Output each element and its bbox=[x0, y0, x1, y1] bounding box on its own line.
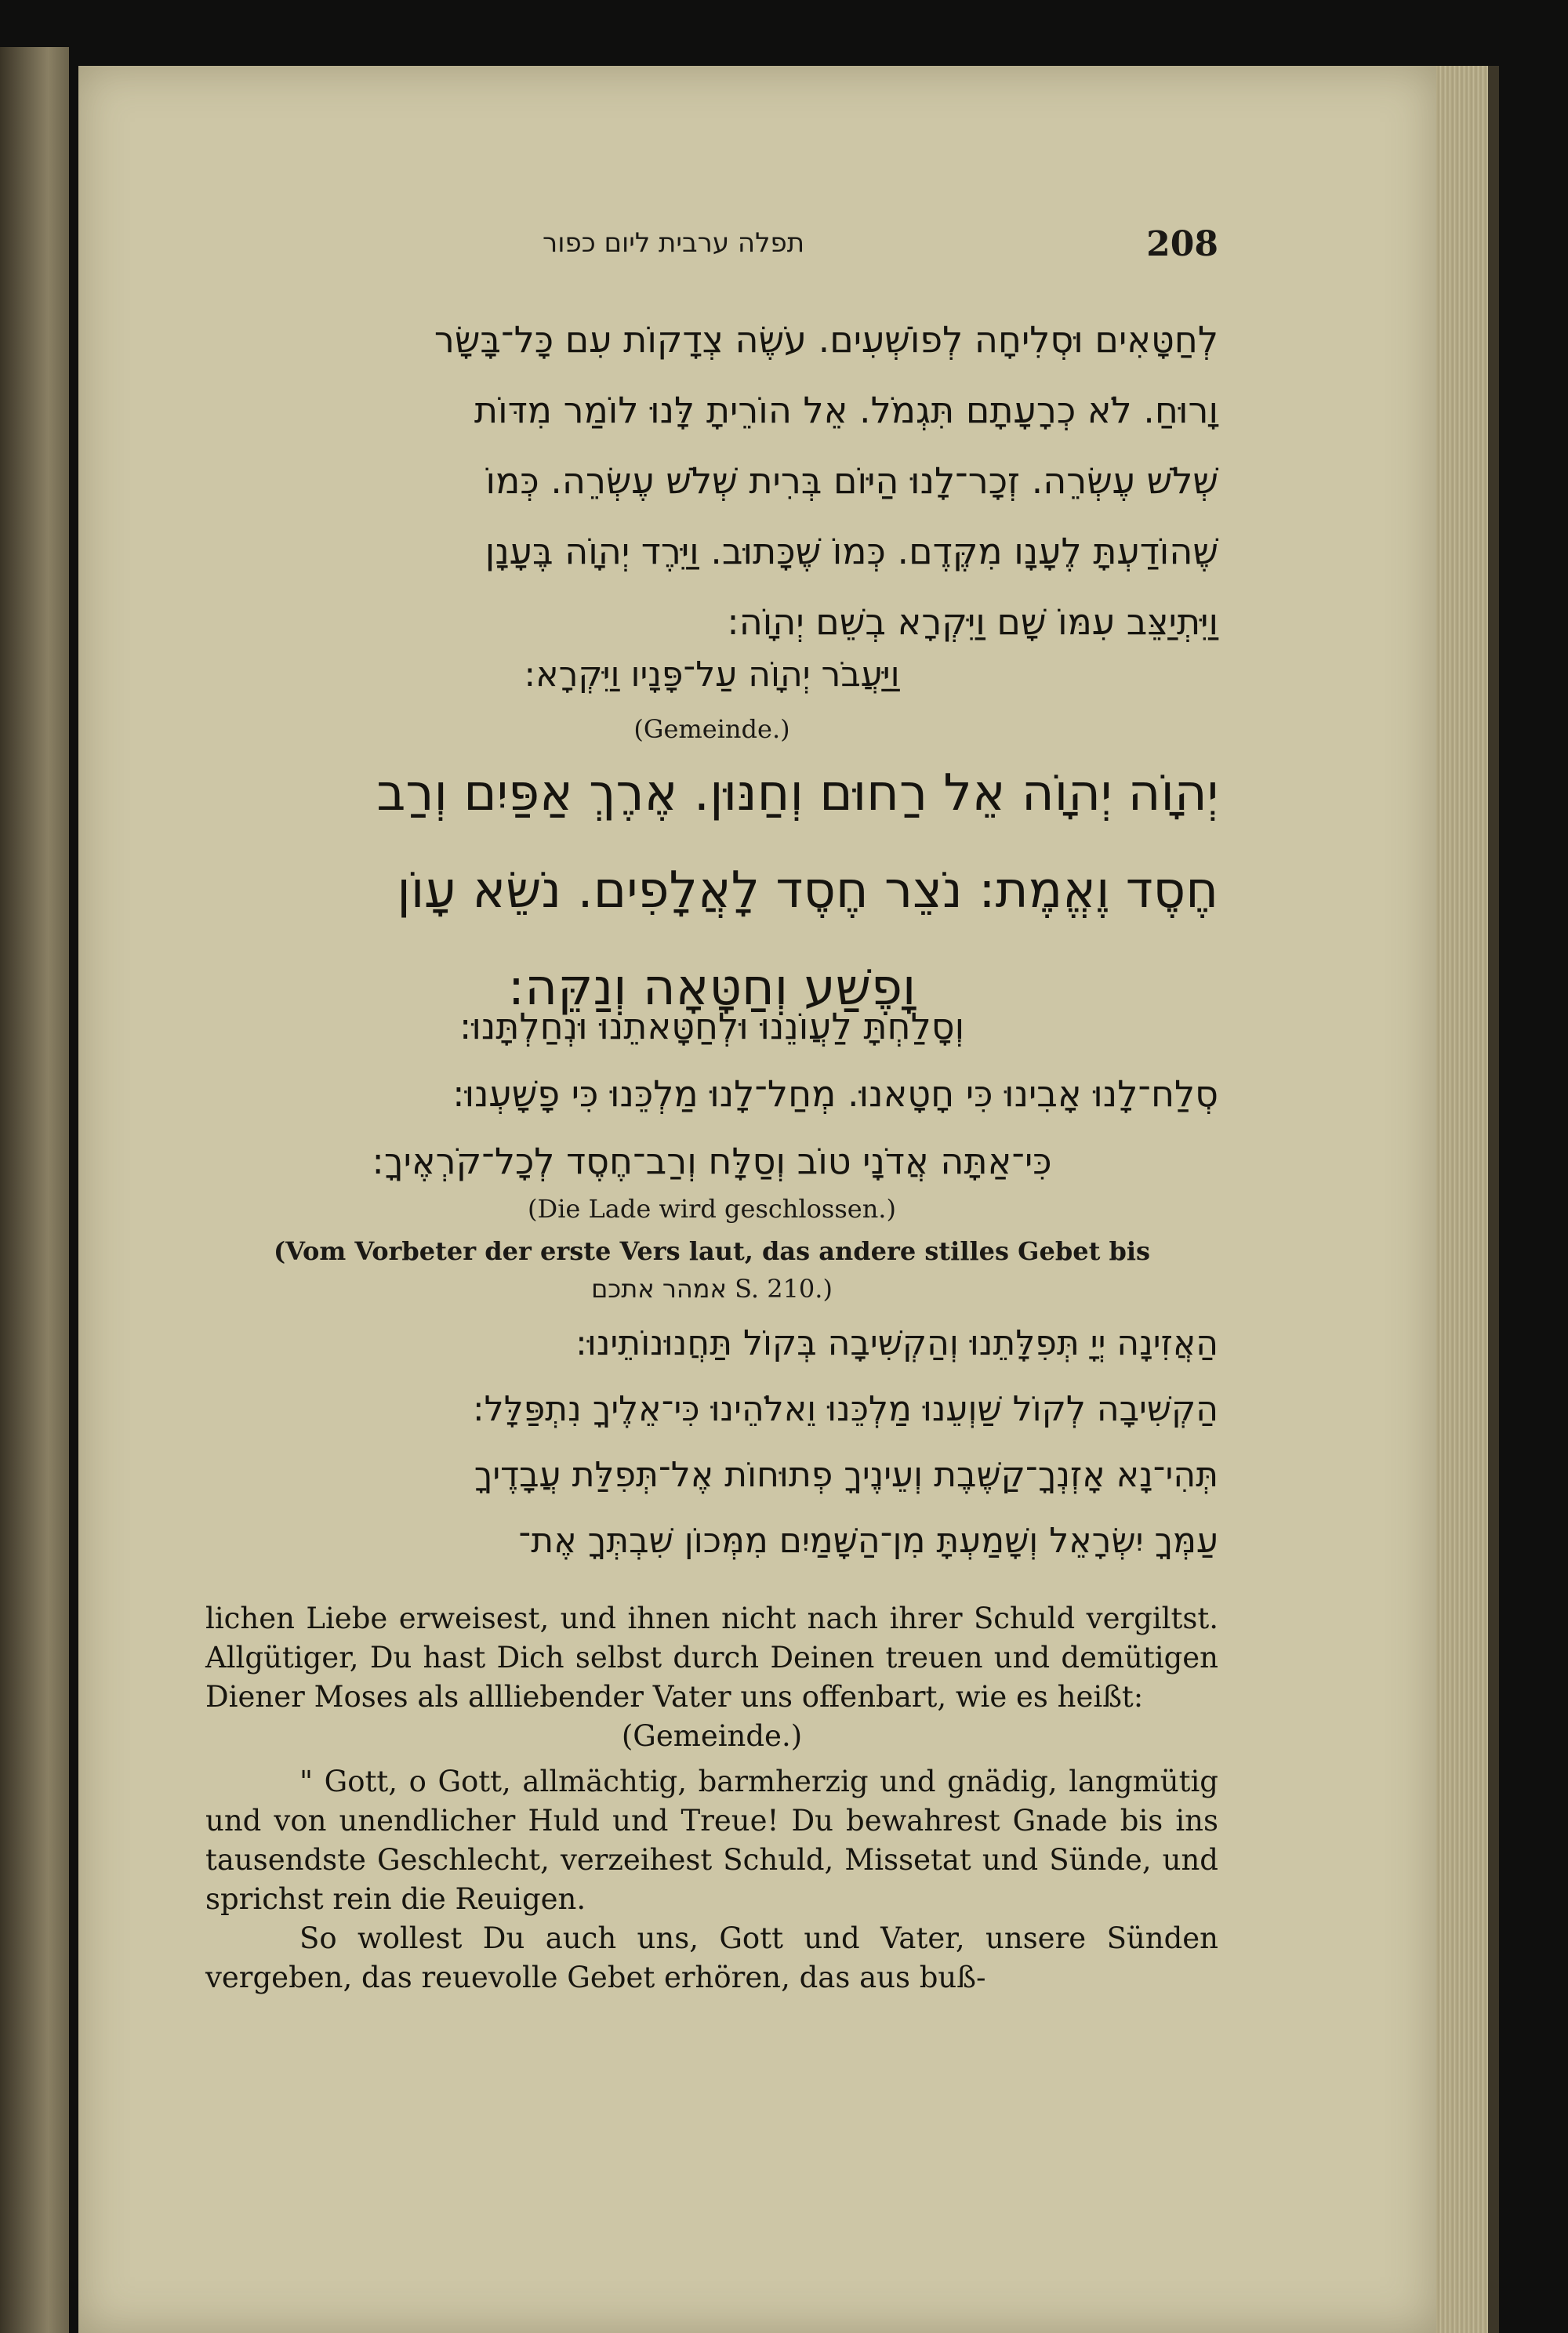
hebrew-paragraph bbox=[205, 304, 1218, 657]
german-paragraph: " Gott, o Gott, allmächtig, barmherzig und gnädig, langmütig und von unendlicher Huld und Treue! Du bewahrest Gnade bis ins tausendste Geschlecht, verzeihest Schuld, Missetat und Sünde, und sprichst rein die Reuigen. bbox=[205, 1765, 1218, 1916]
hebrew-line: שְׁלֹשׁ עֶשְׂרֵה. זְכָר־לָנוּ הַיּוֹם בְּרִית שְׁלֹשׁ עֶשְׂרֵה. כְּמוֹ bbox=[485, 459, 1218, 502]
vorbeter-note-hebrew: אמהר אתכם bbox=[591, 1274, 727, 1304]
hebrew-line: וָפֶשַׁע וְחַטָּאָה וְנַקֵּה: bbox=[507, 959, 916, 1017]
vorbeter-note-page-ref: S. 210.) bbox=[735, 1274, 833, 1304]
german-paragraph: So wollest Du auch uns, Gott und Vater, unsere Sünden vergeben, das reuevolle Gebet erhören, das aus buß- bbox=[205, 1921, 1218, 1994]
page-number: 208 bbox=[1146, 224, 1218, 264]
hebrew-line: הַאֲזִינָה יְיָ תְּפִלָּתֵנוּ וְהַקְשִׁיבָה בְּקוֹל תַּחֲנוּנוֹתֵינוּ: bbox=[575, 1323, 1218, 1363]
prayer-block bbox=[205, 1311, 1218, 1574]
german-paragraph: lichen Liebe erweisest, und ihnen nicht nach ihrer Schuld vergiltst. Allgütiger, Du hast Dich selbst durch Deinen treuen und demütigen Diener Moses als allliebender Vater uns offenbart, wie es heißt: bbox=[205, 1602, 1218, 1714]
page-stack-edges bbox=[1436, 66, 1499, 2333]
hebrew-line: חֶסֶד וֶאֱמֶת: נֹצֵר חֶסֶד לָאֲלָפִים. נֹשֵׂא עָוֹן bbox=[397, 862, 1218, 920]
hebrew-line: הַקְשִׁיבָה לְקוֹל שַׁוְעֵנוּ מַלְכֵּנוּ וֵאלֹהֵינוּ כִּי־אֵלֶיךָ נִתְפַּלָּל: bbox=[472, 1389, 1218, 1429]
hebrew-line: כִּי־אַתָּה אֲדֹנָי טוֹב וְסַלָּח וְרַב־חֶסֶד לְכָל־קֹרְאֶיךָ: bbox=[372, 1140, 1052, 1182]
hebrew-verse-block bbox=[205, 648, 1218, 702]
hebrew-line: שֶׁהוֹדַעְתָּ לֶעָנָו מִקֶּדֶם. כְּמוֹ שֶׁכָּתוּב. וַיֵּרֶד יְהוָֹה בֶּעָנָן bbox=[485, 530, 1218, 572]
vorbeter-note: (Vom Vorbeter der erste Vers laut, das andere stilles Gebet bis bbox=[273, 1236, 1151, 1266]
hebrew-verse: וַיַּעֲבֹר יְהוָֹה עַל־פָּנָיו וַיִּקְרָא: bbox=[524, 655, 900, 695]
running-title: תפלה ערבית ליום כפור bbox=[543, 227, 805, 259]
hebrew-line: וְסָלַחְתָּ לַעֲוֹנֵנוּ וּלְחַטָּאתֵנוּ וּנְחַלְתָּנוּ: bbox=[459, 1005, 965, 1047]
page-header bbox=[205, 224, 1218, 279]
hebrew-line: תְּהִי־נָא אָזְנְךָ־קַשֶּׁבֶת וְעֵינֶיךָ פְתוּחוֹת אֶל־תְּפִלַּת עֲבָדֶיךָ bbox=[474, 1455, 1218, 1495]
vorbeter-note-cont bbox=[205, 1270, 1218, 1308]
left-page-edge bbox=[0, 47, 69, 2333]
german-translation bbox=[205, 1599, 1218, 1997]
ark-note: (Die Lade wird geschlossen.) bbox=[528, 1194, 896, 1224]
selach-block bbox=[205, 992, 1218, 1195]
hebrew-line: יְהוָֹה יְהוָֹה אֵל רַחוּם וְחַנּוּן. אֶרֶךְ אַפַּיִם וְרַב bbox=[376, 764, 1218, 822]
hebrew-line: עַמְּךָ יִשְׂרָאֵל וְשָׁמַעְתָּ מִן־הַשָּׁמַיִם מִמְּכוֹן שִׁבְתְּךָ אֶת־ bbox=[518, 1521, 1218, 1561]
hebrew-line: לְחַטָּאִים וּסְלִיחָה לְפוֹשְׁעִים. עֹשֶׂה צְדָקוֹת עִם כָּל־בָּשָׂר bbox=[434, 318, 1218, 361]
german-gemeinde-label: (Gemeinde.) bbox=[621, 1719, 803, 1753]
hebrew-line: וַיִּתְיַצֵּב עִמּוֹ שָׁם וַיִּקְרָא בְשֵׁם יְהוָֹה: bbox=[727, 600, 1218, 643]
gemeinde-label: (Gemeinde.) bbox=[633, 714, 790, 744]
hebrew-line: סְלַח־לָנוּ אָבִינוּ כִּי חָטָאנוּ. מְחַל־לָנוּ מַלְכֵּנוּ כִּי פָשָׁעְנוּ: bbox=[452, 1072, 1218, 1115]
hebrew-line: וָרוּחַ. לֹא כְרָעָתָם תִּגְמֹל. אֵל הוֹרֵיתָ לָּנוּ לוֹמַר מִדּוֹת bbox=[474, 389, 1218, 431]
